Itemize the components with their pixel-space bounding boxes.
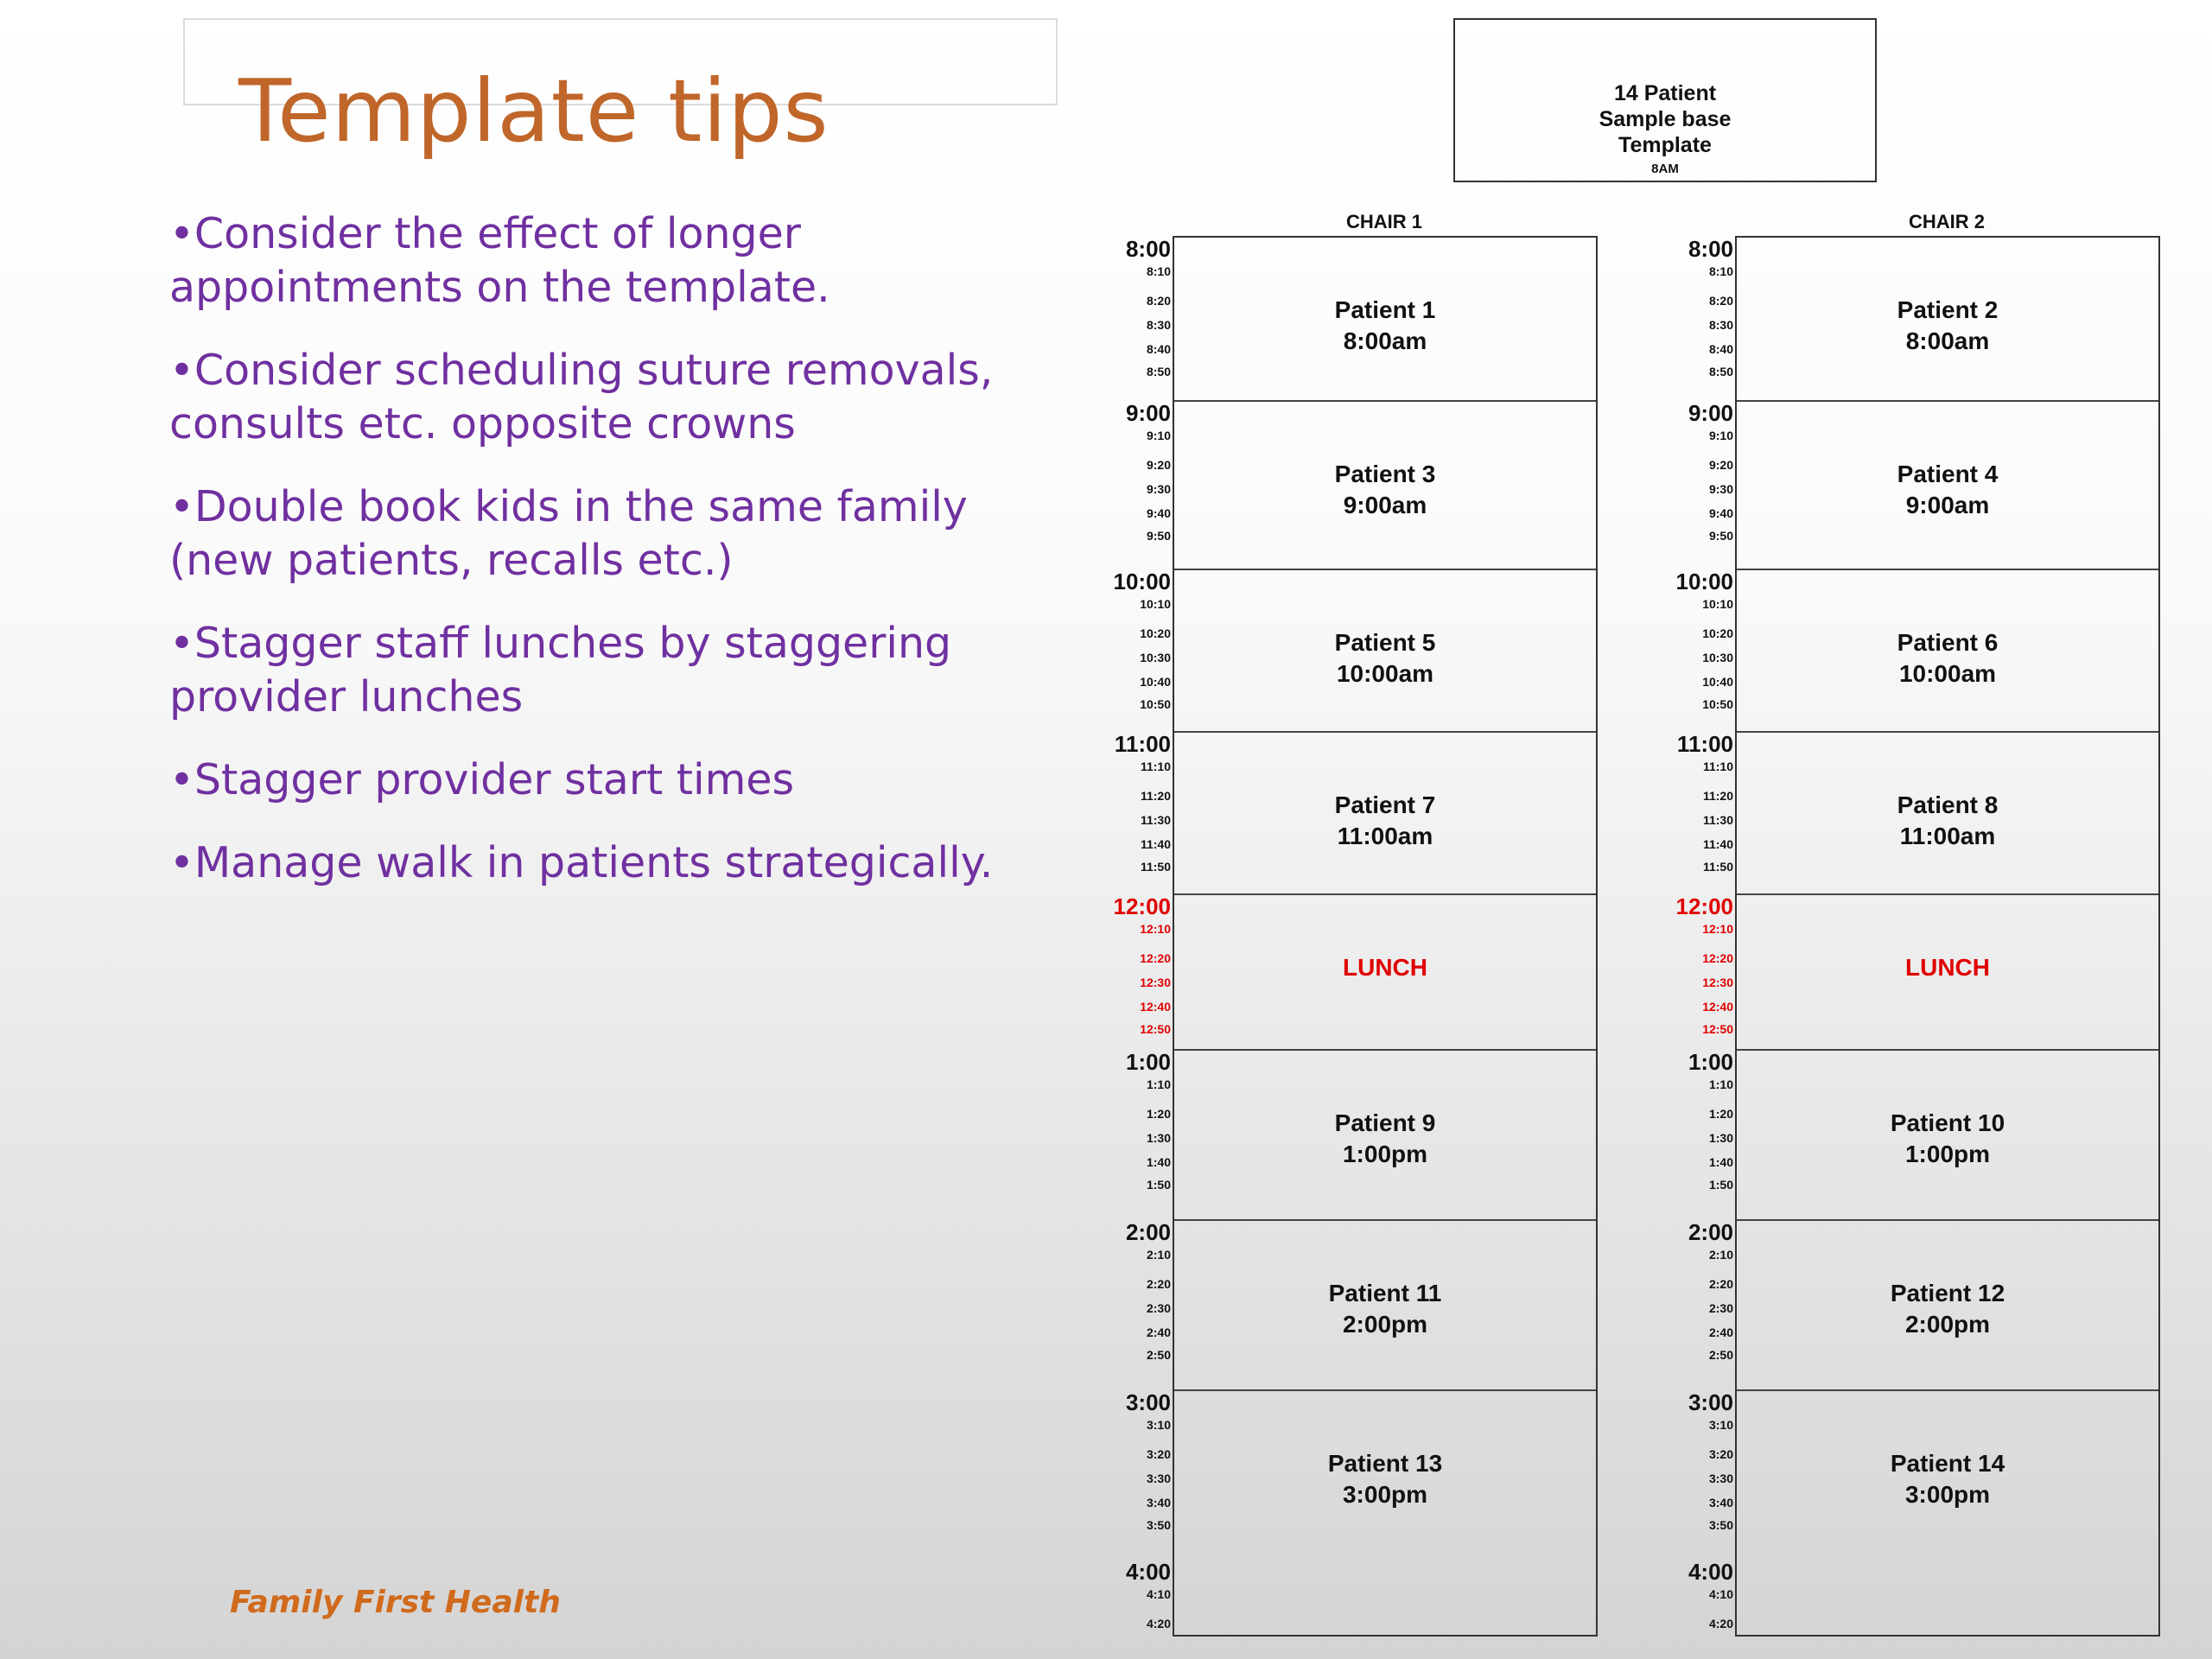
appointment-block — [1174, 570, 1596, 733]
appointment-block — [1737, 402, 2158, 570]
appointment-block — [1737, 1051, 2158, 1221]
appointment-label — [1737, 790, 2158, 852]
chair-schedule-grid — [1173, 236, 1598, 1637]
appointment-block — [1174, 402, 1596, 570]
appointment-time: 9:00am — [1343, 492, 1427, 518]
appointment-label — [1174, 627, 1596, 690]
appointment-block — [1737, 733, 2158, 895]
minute-label: 11:40 — [1702, 837, 1733, 851]
minute-label: 12:10 — [1702, 922, 1733, 936]
appointment-time: 11:00am — [1899, 823, 1996, 849]
minute-label: 9:20 — [1708, 458, 1733, 472]
hour-label: 9:00 — [1688, 400, 1733, 426]
minute-label: 12:40 — [1140, 1000, 1171, 1014]
appointment-label — [1737, 1278, 2158, 1340]
minute-label: 3:40 — [1146, 1496, 1171, 1510]
minute-label: 9:40 — [1708, 506, 1733, 520]
patient-name: Patient 8 — [1897, 791, 1999, 818]
patient-name: Patient 11 — [1328, 1280, 1442, 1306]
hour-label: 10:00 — [1113, 569, 1171, 594]
minute-label: 9:50 — [1708, 529, 1733, 543]
hour-label: 8:00 — [1125, 236, 1171, 262]
chair-label: CHAIR 1 — [1345, 211, 1422, 232]
minute-label: 12:20 — [1140, 951, 1171, 965]
minute-label: 12:50 — [1702, 1022, 1733, 1036]
minute-label: 10:20 — [1702, 626, 1733, 640]
tip-item: • Stagger provider start times — [169, 753, 1033, 807]
lunch-text: LUNCH — [1343, 954, 1427, 981]
appointment-label — [1737, 1108, 2158, 1170]
chair-schedule-grid — [1735, 236, 2160, 1637]
appointment-block — [1737, 1221, 2158, 1391]
minute-label: 8:40 — [1708, 342, 1733, 356]
minute-label: 1:10 — [1146, 1077, 1171, 1091]
minute-label: 12:40 — [1702, 1000, 1733, 1014]
time-column — [1664, 0, 1733, 1642]
minute-label: 9:10 — [1146, 429, 1171, 442]
minute-label: 1:30 — [1708, 1131, 1733, 1145]
patient-name: Patient 13 — [1327, 1450, 1443, 1477]
minute-label: 11:30 — [1702, 813, 1733, 827]
patient-name: Patient 1 — [1334, 296, 1436, 323]
appointment-time: 1:00pm — [1904, 1141, 1991, 1167]
tips-list — [169, 207, 1033, 919]
time-column — [1102, 0, 1171, 1642]
appointment-block — [1737, 1391, 2158, 1560]
minute-label: 9:30 — [1146, 482, 1171, 496]
appointment-time: 3:00pm — [1342, 1481, 1428, 1508]
minute-label: 8:20 — [1708, 294, 1733, 308]
minute-label: 1:40 — [1708, 1155, 1733, 1169]
minute-label: 3:10 — [1146, 1418, 1171, 1432]
minute-label: 2:20 — [1146, 1277, 1171, 1291]
appointment-time: 1:00pm — [1342, 1141, 1428, 1167]
minute-label: 4:10 — [1146, 1587, 1171, 1601]
hour-label: 3:00 — [1688, 1389, 1733, 1415]
appointment-label — [1174, 790, 1596, 852]
minute-label: 8:20 — [1146, 294, 1171, 308]
minute-label: 12:10 — [1140, 922, 1171, 936]
minute-label: 2:10 — [1708, 1248, 1733, 1262]
minute-label: 11:20 — [1140, 789, 1171, 803]
appointment-label — [1174, 459, 1596, 521]
patient-name: Patient 14 — [1890, 1450, 2005, 1477]
minute-label: 1:50 — [1146, 1178, 1171, 1192]
hour-label: 1:00 — [1688, 1049, 1733, 1075]
hour-label: 1:00 — [1125, 1049, 1171, 1075]
tip-item: • Double book kids in the same family (new patients, recalls etc.) — [169, 480, 1033, 588]
appointment-label — [1174, 1278, 1596, 1340]
hour-label: 4:00 — [1125, 1559, 1171, 1585]
minute-label: 10:50 — [1702, 697, 1733, 711]
minute-label: 12:20 — [1702, 951, 1733, 965]
tip-item: • Manage walk in patients strategically. — [169, 836, 1033, 890]
appointment-block — [1174, 238, 1596, 402]
minute-label: 11:40 — [1140, 837, 1171, 851]
minute-label: 10:30 — [1702, 651, 1733, 664]
lunch-block — [1737, 895, 2158, 1051]
minute-label: 3:30 — [1146, 1471, 1171, 1485]
appointment-label — [1174, 1108, 1596, 1170]
appointment-block — [1737, 570, 2158, 733]
appointment-label — [1174, 952, 1596, 983]
minute-label: 1:50 — [1708, 1178, 1733, 1192]
appointment-block — [1174, 1051, 1596, 1221]
patient-name: Patient 2 — [1897, 296, 1999, 323]
hour-label: 11:00 — [1114, 731, 1171, 757]
minute-label: 10:50 — [1140, 697, 1171, 711]
minute-label: 10:40 — [1140, 675, 1171, 689]
appointment-block — [1174, 1221, 1596, 1391]
minute-label: 4:20 — [1708, 1617, 1733, 1630]
minute-label: 1:20 — [1708, 1107, 1733, 1121]
minute-label: 12:50 — [1140, 1022, 1171, 1036]
minute-label: 3:30 — [1708, 1471, 1733, 1485]
appointment-time: 10:00am — [1336, 660, 1434, 687]
appointment-time: 11:00am — [1337, 823, 1433, 849]
minute-label: 3:20 — [1708, 1447, 1733, 1461]
minute-label: 10:20 — [1140, 626, 1171, 640]
minute-label: 11:10 — [1140, 760, 1171, 773]
minute-label: 1:30 — [1146, 1131, 1171, 1145]
minute-label: 11:50 — [1140, 860, 1171, 874]
header-line: Template — [1618, 133, 1712, 157]
minute-label: 8:10 — [1708, 264, 1733, 278]
hour-label: 3:00 — [1125, 1389, 1171, 1415]
lunch-text: LUNCH — [1905, 954, 1990, 981]
slide-title: Template tips — [238, 60, 830, 162]
minute-label: 12:30 — [1140, 976, 1171, 989]
appointment-label — [1174, 295, 1596, 357]
appointment-time: 8:00am — [1343, 327, 1427, 354]
minute-label: 2:50 — [1708, 1348, 1733, 1362]
minute-label: 2:30 — [1708, 1301, 1733, 1315]
minute-label: 9:30 — [1708, 482, 1733, 496]
chair-label: CHAIR 2 — [1908, 211, 1985, 232]
appointment-label — [1737, 627, 2158, 690]
minute-label: 2:40 — [1146, 1325, 1171, 1339]
minute-label: 9:10 — [1708, 429, 1733, 442]
hour-label: 2:00 — [1688, 1219, 1733, 1245]
header-line: Sample base — [1599, 107, 1732, 131]
appointment-label — [1737, 459, 2158, 521]
tip-item: • Stagger staff lunches by staggering provider lunches — [169, 617, 1033, 724]
appointment-time: 3:00pm — [1904, 1481, 1991, 1508]
patient-name: Patient 12 — [1890, 1280, 2005, 1306]
minute-label: 3:10 — [1708, 1418, 1733, 1432]
minute-label: 1:40 — [1146, 1155, 1171, 1169]
hour-label: 10:00 — [1675, 569, 1733, 594]
appointment-time: 9:00am — [1905, 492, 1990, 518]
minute-label: 10:10 — [1702, 597, 1733, 611]
minute-label: 8:30 — [1708, 318, 1733, 332]
patient-name: Patient 9 — [1334, 1109, 1436, 1136]
minute-label: 11:30 — [1140, 813, 1171, 827]
minute-label: 12:30 — [1702, 976, 1733, 989]
appointment-label — [1737, 952, 2158, 983]
minute-label: 8:50 — [1708, 365, 1733, 378]
appointment-time: 2:00pm — [1904, 1311, 1991, 1338]
minute-label: 9:20 — [1146, 458, 1171, 472]
patient-name: Patient 5 — [1334, 629, 1436, 656]
appointment-block — [1737, 238, 2158, 402]
appointment-time: 2:00pm — [1342, 1311, 1428, 1338]
minute-label: 10:30 — [1140, 651, 1171, 664]
tip-item: • Consider the effect of longer appointments on the template. — [169, 207, 1033, 315]
hour-label: 4:00 — [1688, 1559, 1733, 1585]
minute-label: 8:50 — [1146, 365, 1171, 378]
minute-label: 2:10 — [1146, 1248, 1171, 1262]
minute-label: 9:50 — [1146, 529, 1171, 543]
minute-label: 3:50 — [1708, 1518, 1733, 1532]
minute-label: 1:20 — [1146, 1107, 1171, 1121]
minute-label: 2:30 — [1146, 1301, 1171, 1315]
appointment-label — [1174, 1448, 1596, 1510]
minute-label: 8:40 — [1146, 342, 1171, 356]
hour-label: 11:00 — [1676, 731, 1733, 757]
minute-label: 2:20 — [1708, 1277, 1733, 1291]
patient-name: Patient 10 — [1890, 1109, 2005, 1136]
hour-label: 12:00 — [1675, 893, 1733, 919]
patient-name: Patient 7 — [1334, 791, 1436, 818]
minute-label: 10:10 — [1140, 597, 1171, 611]
minute-label: 4:20 — [1146, 1617, 1171, 1630]
patient-name: Patient 3 — [1334, 461, 1436, 487]
footer-brand: Family First Health — [230, 1585, 561, 1620]
appointment-block — [1174, 1391, 1596, 1560]
appointment-time: 8:00am — [1905, 327, 1990, 354]
lunch-block — [1174, 895, 1596, 1051]
patient-name: Patient 4 — [1897, 461, 1999, 487]
minute-label: 9:40 — [1146, 506, 1171, 520]
minute-label: 3:20 — [1146, 1447, 1171, 1461]
header-line: 14 Patient — [1613, 81, 1717, 105]
hour-label: 2:00 — [1125, 1219, 1171, 1245]
minute-label: 1:10 — [1708, 1077, 1733, 1091]
minute-label: 8:30 — [1146, 318, 1171, 332]
patient-name: Patient 6 — [1897, 629, 1999, 656]
minute-label: 3:40 — [1708, 1496, 1733, 1510]
appointment-block — [1174, 733, 1596, 895]
appointment-time: 10:00am — [1898, 660, 1997, 687]
hour-label: 9:00 — [1125, 400, 1171, 426]
appointment-label — [1737, 295, 2158, 357]
hour-label: 8:00 — [1688, 236, 1733, 262]
minute-label: 2:40 — [1708, 1325, 1733, 1339]
minute-label: 10:40 — [1702, 675, 1733, 689]
minute-label: 4:10 — [1708, 1587, 1733, 1601]
minute-label: 2:50 — [1146, 1348, 1171, 1362]
minute-label: 8:10 — [1146, 264, 1171, 278]
minute-label: 11:10 — [1702, 760, 1733, 773]
header-start-time: 8AM — [1651, 162, 1679, 176]
tip-item: • Consider scheduling suture removals, consults etc. opposite crowns — [169, 344, 1033, 451]
appointment-label — [1737, 1448, 2158, 1510]
minute-label: 11:50 — [1702, 860, 1733, 874]
hour-label: 12:00 — [1113, 893, 1171, 919]
minute-label: 11:20 — [1702, 789, 1733, 803]
minute-label: 3:50 — [1146, 1518, 1171, 1532]
